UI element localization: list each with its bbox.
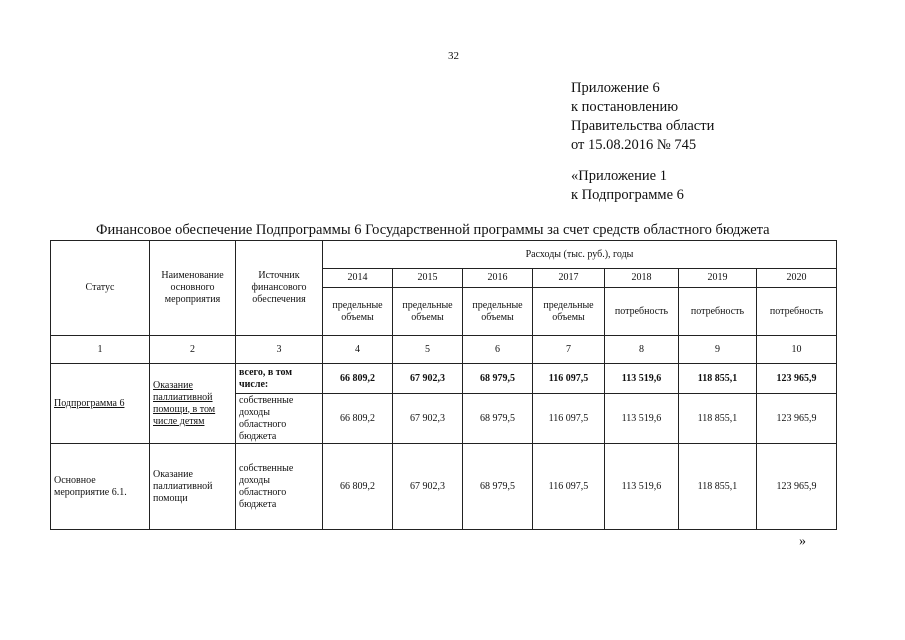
sub-appendix-line: к Подпрограмме 6 <box>571 187 684 203</box>
appendix-line: к постановлению <box>571 99 679 115</box>
main-measure-value: 116 097,5 <box>533 444 605 530</box>
total-value: 67 902,3 <box>393 364 463 394</box>
document-title: Финансовое обеспечение Подпрограммы 6 Государственной программы за счет средств областного бюджета <box>96 222 770 238</box>
own-funds-label: собственные доходы областного бюджета <box>236 394 323 444</box>
main-measure-value: 67 902,3 <box>393 444 463 530</box>
column-number: 3 <box>236 336 323 364</box>
page-number: 32 <box>448 50 459 62</box>
header-year: 2020 <box>757 269 837 288</box>
total-value: 118 855,1 <box>679 364 757 394</box>
own-funds-value: 118 855,1 <box>679 394 757 444</box>
column-number: 8 <box>605 336 679 364</box>
main-measure-name: Оказание паллиативной помощи <box>150 444 236 530</box>
header-kind: предельные объемы <box>323 288 393 336</box>
subprogram-status: Подпрограмма 6 <box>51 364 150 444</box>
header-kind: предельные объемы <box>533 288 605 336</box>
main-measure-value: 118 855,1 <box>679 444 757 530</box>
main-measure-value: 66 809,2 <box>323 444 393 530</box>
header-kind: потребность <box>679 288 757 336</box>
own-funds-value: 66 809,2 <box>323 394 393 444</box>
header-kind: предельные объемы <box>463 288 533 336</box>
header-year: 2015 <box>393 269 463 288</box>
total-value: 113 519,6 <box>605 364 679 394</box>
header-year: 2017 <box>533 269 605 288</box>
total-value: 66 809,2 <box>323 364 393 394</box>
appendix-line: Правительства области <box>571 118 715 134</box>
sub-appendix-header <box>571 167 684 205</box>
total-value: 116 097,5 <box>533 364 605 394</box>
header-kind: предельные объемы <box>393 288 463 336</box>
header-year: 2014 <box>323 269 393 288</box>
header-year: 2016 <box>463 269 533 288</box>
appendix-line: Приложение 6 <box>571 80 660 96</box>
financing-table <box>50 240 837 530</box>
header-status: Статус <box>51 241 150 336</box>
appendix-header <box>571 79 714 155</box>
column-number: 10 <box>757 336 837 364</box>
main-measure-row <box>51 444 837 530</box>
main-measure-source: собственные доходы областного бюджета <box>236 444 323 530</box>
column-number: 5 <box>393 336 463 364</box>
sub-appendix-line: «Приложение 1 <box>571 168 667 184</box>
total-label: всего, в том числе: <box>236 364 323 394</box>
own-funds-value: 123 965,9 <box>757 394 837 444</box>
column-number: 9 <box>679 336 757 364</box>
closing-quote: » <box>799 534 806 549</box>
own-funds-value: 67 902,3 <box>393 394 463 444</box>
header-year: 2018 <box>605 269 679 288</box>
header-measure: Наименование основного мероприятия <box>150 241 236 336</box>
appendix-line: от 15.08.2016 № 745 <box>571 137 697 153</box>
column-number: 1 <box>51 336 150 364</box>
header-kind: потребность <box>605 288 679 336</box>
header-kind: потребность <box>757 288 837 336</box>
header-row <box>51 241 837 269</box>
column-number: 2 <box>150 336 236 364</box>
header-source: Источник финансового обеспечения <box>236 241 323 336</box>
total-value: 68 979,5 <box>463 364 533 394</box>
column-number: 4 <box>323 336 393 364</box>
main-measure-value: 123 965,9 <box>757 444 837 530</box>
main-measure-value: 113 519,6 <box>605 444 679 530</box>
column-numbers-row <box>51 336 837 364</box>
column-number: 6 <box>463 336 533 364</box>
subprogram-measure: Оказание паллиативной помощи, в том числе детям <box>150 364 236 444</box>
header-expenses: Расходы (тыс. руб.), годы <box>323 241 837 269</box>
own-funds-value: 68 979,5 <box>463 394 533 444</box>
own-funds-value: 113 519,6 <box>605 394 679 444</box>
header-year: 2019 <box>679 269 757 288</box>
main-measure-status: Основное мероприятие 6.1. <box>51 444 150 530</box>
subprogram-total-row <box>51 364 837 394</box>
own-funds-value: 116 097,5 <box>533 394 605 444</box>
total-value: 123 965,9 <box>757 364 837 394</box>
column-number: 7 <box>533 336 605 364</box>
main-measure-value: 68 979,5 <box>463 444 533 530</box>
